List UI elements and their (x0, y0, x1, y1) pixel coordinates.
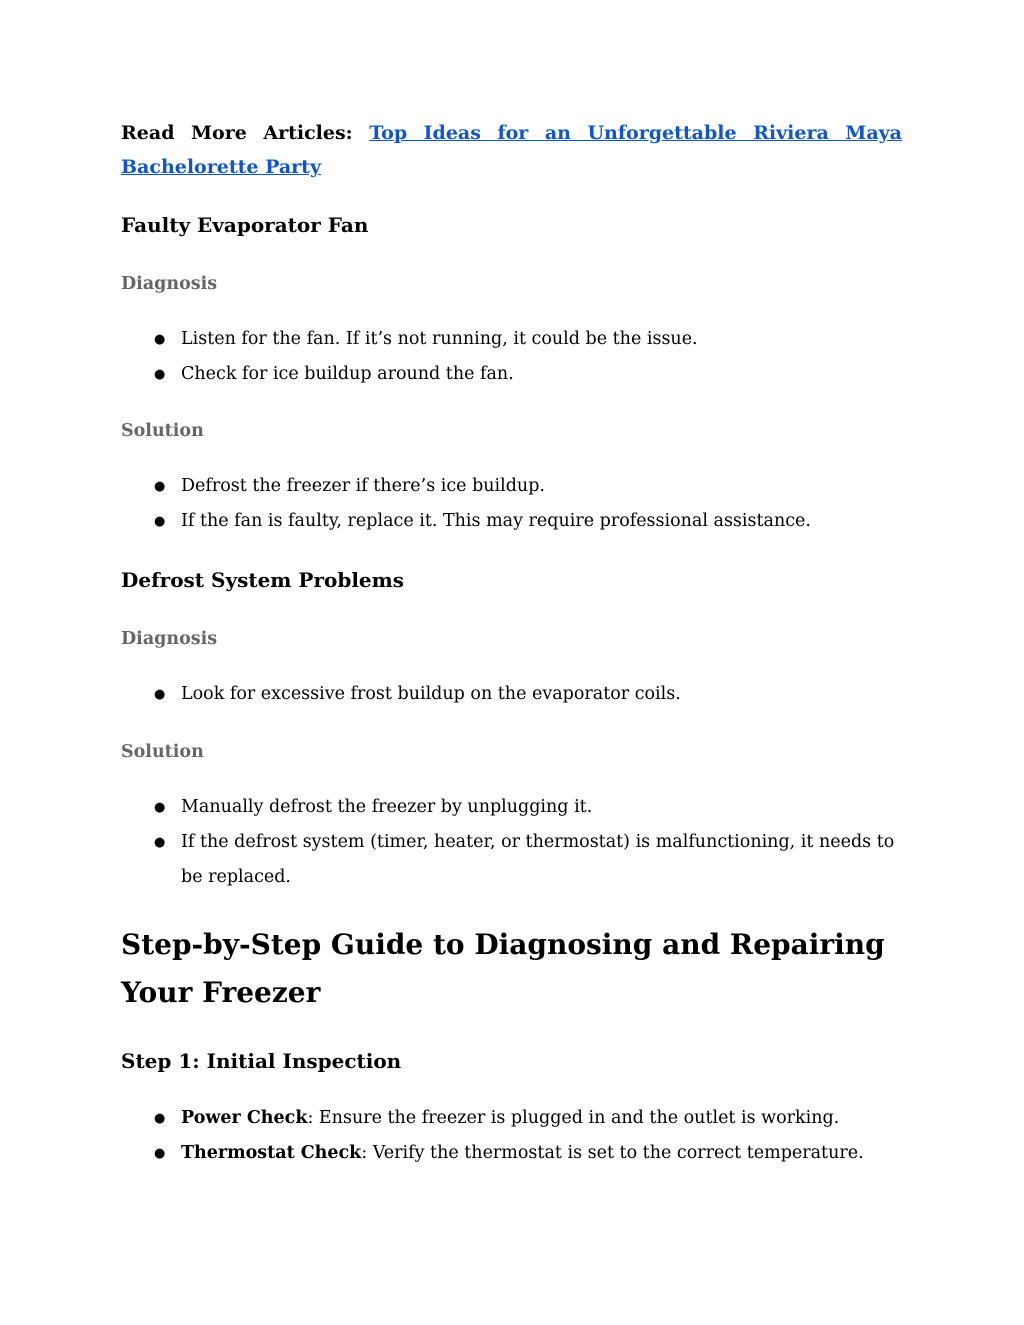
list-item (121, 322, 902, 357)
subheading-diagnosis-2: Diagnosis (121, 629, 218, 649)
bullet-icon: ● (154, 332, 166, 347)
solution-list-1 (121, 469, 902, 539)
heading-faulty-evaporator-fan: Faulty Evaporator Fan (121, 213, 369, 237)
list-item-text: : Ensure the freezer is plugged in and the outlet is working. (307, 1108, 840, 1128)
bullet-icon: ● (154, 479, 166, 494)
bullet-icon: ● (154, 367, 166, 382)
list-item (121, 357, 902, 392)
bullet-icon: ● (154, 687, 166, 702)
list-item-text: Look for excessive frost buildup on the evaporator coils. (181, 684, 681, 704)
diagnosis-list-2 (121, 677, 902, 712)
list-item-term: Power Check (181, 1108, 308, 1128)
list-item-text: Manually defrost the freezer by unplugging it. (181, 797, 593, 817)
subheading-solution-1: Solution (121, 421, 204, 441)
list-item-text: If the fan is faulty, replace it. This may require professional assistance. (181, 511, 811, 531)
bullet-icon: ● (154, 835, 166, 850)
list-item-text: Defrost the freezer if there’s ice buildup. (181, 476, 545, 496)
list-item (121, 1101, 902, 1136)
list-item (121, 1136, 902, 1171)
step1-list (121, 1101, 902, 1171)
list-item-text: If the defrost system (timer, heater, or thermostat) is malfunctioning, it needs to be replaced. (181, 832, 895, 887)
heading-step-by-step-guide: Step-by-Step Guide to Diagnosing and Repairing Your Freezer (121, 928, 885, 1009)
heading-defrost-system-problems: Defrost System Problems (121, 568, 405, 592)
list-item-text: Listen for the fan. If it’s not running, it could be the issue. (181, 329, 698, 349)
list-item-text: : Verify the thermostat is set to the correct temperature. (361, 1143, 864, 1163)
list-item (121, 504, 902, 539)
list-item-text: Check for ice buildup around the fan. (181, 364, 514, 384)
list-item (121, 790, 902, 825)
list-item (121, 469, 902, 504)
subheading-diagnosis-1: Diagnosis (121, 274, 218, 294)
bullet-icon: ● (154, 800, 166, 815)
list-item (121, 825, 902, 895)
bullet-icon: ● (154, 1111, 166, 1126)
read-more-link[interactable]: Top Ideas for an Unforgettable Riviera Maya Bachelorette Party (121, 122, 902, 178)
bullet-icon: ● (154, 514, 166, 529)
list-item-term: Thermostat Check (181, 1143, 362, 1163)
heading-step-1: Step 1: Initial Inspection (121, 1049, 402, 1073)
subheading-solution-2: Solution (121, 742, 204, 762)
read-more-paragraph (121, 116, 902, 184)
bullet-icon: ● (154, 1146, 166, 1161)
diagnosis-list-1 (121, 322, 902, 392)
list-item (121, 677, 902, 712)
read-more-label: Read More Articles: (121, 122, 353, 144)
solution-list-2 (121, 790, 902, 895)
